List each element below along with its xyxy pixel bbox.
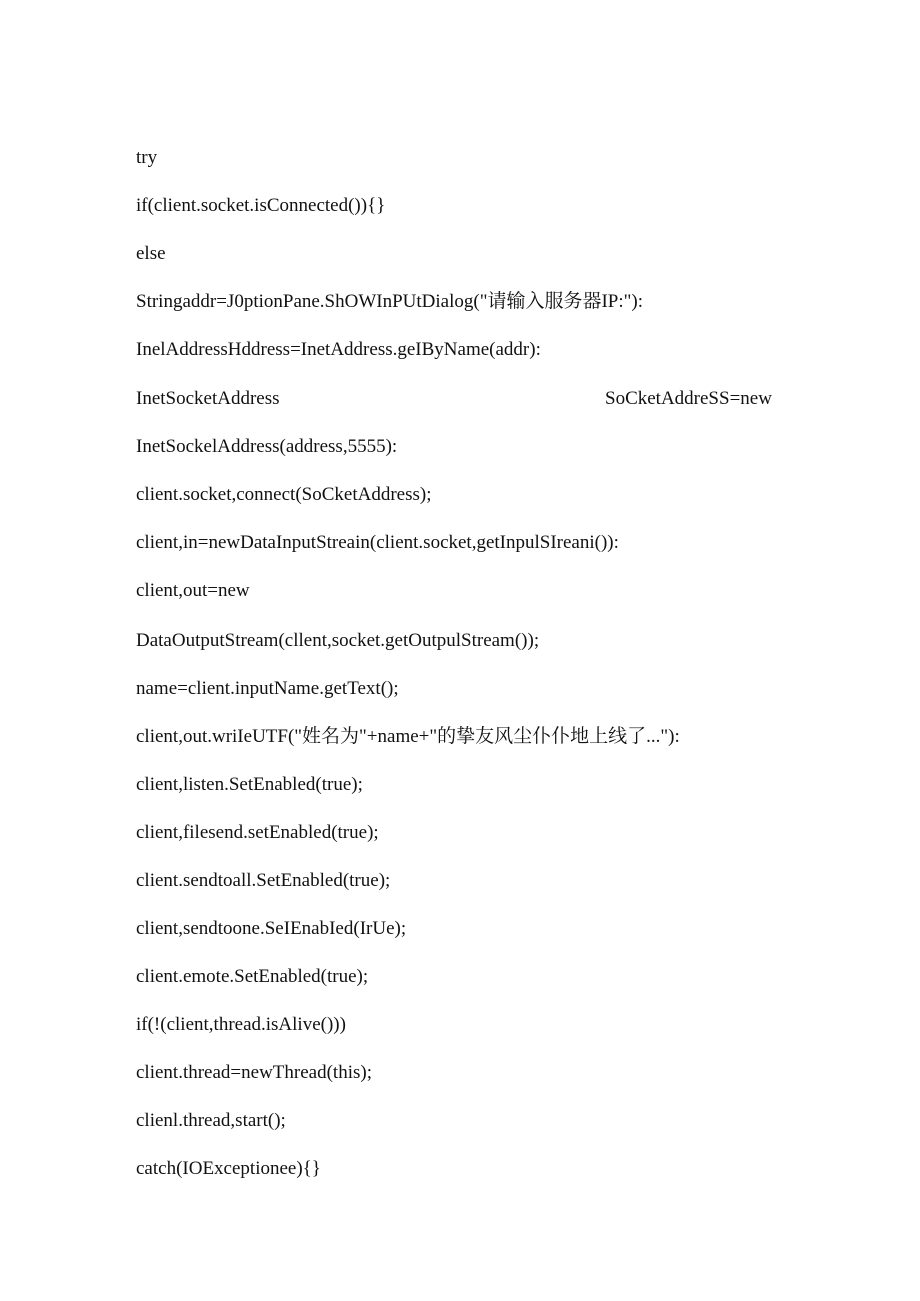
code-line-socket-connect: client.socket,connect(SoCketAddress); — [136, 484, 432, 505]
code-line-name-gettext: name=client.inputName.getText(); — [136, 678, 399, 699]
code-line-data-output-stream: DataOutputStream(cllent,socket.getOutpulStream()); — [136, 630, 540, 651]
code-line-listen-enabled: client,listen.SetEnabled(true); — [136, 774, 363, 795]
code-line-emote-enabled: client.emote.SetEnabled(true); — [136, 966, 369, 987]
code-line-data-input-stream: client,in=newDataInputStreain(client.socket,getInpulSIreani()): — [136, 532, 619, 553]
code-line-write-utf: client,out.wriIeUTF("姓名为"+name+"的挚友风尘仆仆地上线了..."): — [136, 726, 680, 747]
code-line-client-out-new: client,out=new — [136, 580, 250, 601]
code-line-inet-address: InelAddressHddress=InetAddress.geIByName(addr): — [136, 339, 541, 360]
code-line-filesend-enabled: client,filesend.setEnabled(true); — [136, 822, 379, 843]
code-line-catch: catch(IOExceptionee){} — [136, 1158, 321, 1179]
code-line-socket-address-right: SoCketAddreSS=new — [605, 388, 772, 409]
code-line-addr-dialog: Stringaddr=J0ptionPane.ShOWInPUtDialog("请输入服务器IP:"): — [136, 291, 644, 312]
code-line-else: else — [136, 243, 166, 264]
code-line-if-connected: if(client.socket.isConnected()){} — [136, 195, 386, 216]
code-line-sendtoone-enabled: client,sendtoone.SeIEnabIed(IrUe); — [136, 918, 407, 939]
code-line-socket-address-left: InetSocketAddress — [136, 388, 280, 409]
code-line-new-thread: client.thread=newThread(this); — [136, 1062, 372, 1083]
code-line-sendtoall-enabled: client.sendtoall.SetEnabled(true); — [136, 870, 391, 891]
code-line-try: try — [136, 147, 158, 168]
code-line-thread-alive: if(!(client,thread.isAlive())) — [136, 1014, 346, 1035]
code-line-inet-socket-address: InetSockelAddress(address,5555): — [136, 436, 398, 457]
code-line-thread-start: clienl.thread,start(); — [136, 1110, 286, 1131]
